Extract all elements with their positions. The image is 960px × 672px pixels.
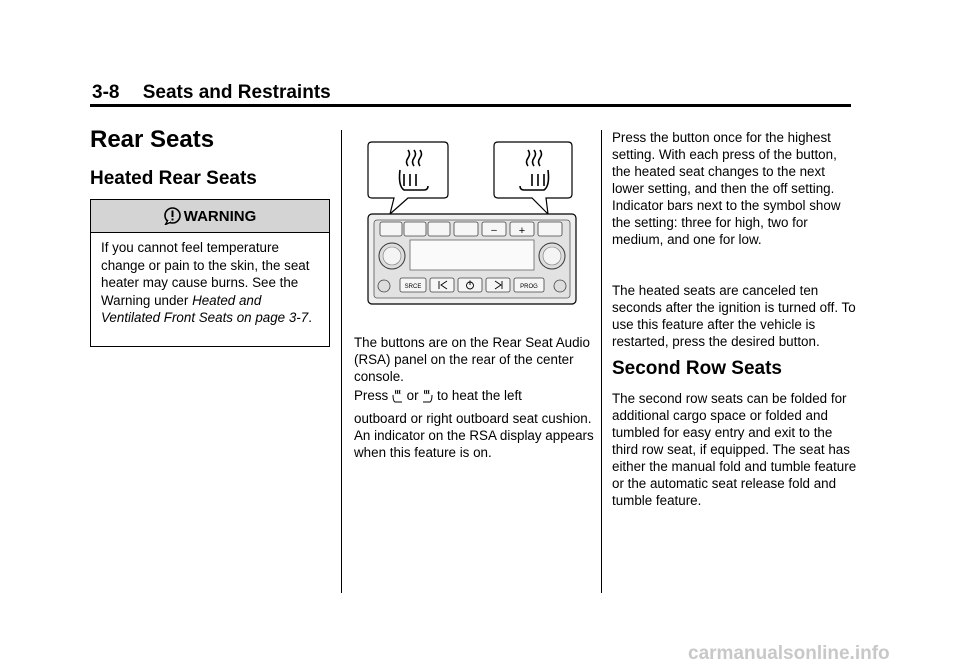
warning-box: [90, 199, 330, 347]
second-row-paragraph: The second row seats can be folded for additional cargo space or folded and tumbled for easy entry and exit to the third row seat, if equipped. The seat has either the manual fold and tumble feature or the automatic seat release fold and tumble feature.: [612, 391, 857, 508]
warning-icon: [164, 207, 181, 225]
page-header: [92, 82, 331, 104]
warning-label: WARNING: [183, 207, 257, 225]
rsa-panel-figure: [364, 138, 580, 308]
page-number: 3-8: [92, 82, 120, 103]
warning-body: If you cannot feel temperature change or pain to the skin, the seat heater may cause burns. See the Warning under: [101, 240, 310, 308]
prog-button-label: PROG: [520, 284, 538, 290]
left-seat-heat-icon: [392, 389, 403, 403]
heat-text: to heat the left: [433, 388, 522, 403]
svg-text:+: +: [518, 225, 526, 237]
right-seat-heat-icon: [422, 389, 433, 403]
press-text: Press: [354, 388, 392, 403]
page-title: Rear Seats: [90, 126, 215, 153]
or-text: or: [402, 388, 423, 403]
srce-button-label: SRCE: [404, 284, 422, 290]
svg-text:–: –: [491, 225, 497, 236]
warning-header: [91, 200, 329, 233]
indicator-paragraph: outboard or right outboard seat cushion. An indicator on the RSA display appears when this feature is on.: [354, 411, 594, 460]
second-row-heading: Second Row Seats: [612, 358, 782, 379]
column-divider: [341, 130, 342, 593]
rsa-panel-paragraph: The buttons are on the Rear Seat Audio (RSA) panel on the rear of the center console.: [354, 335, 590, 384]
section-title: Seats and Restraints: [142, 82, 331, 103]
header-rule: [90, 104, 851, 107]
watermark: carmanualsonline.info: [688, 643, 890, 664]
warning-end: .: [308, 310, 312, 325]
warning-reference[interactable]: Heated and Ventilated Front Seats on page 3-7: [101, 292, 309, 325]
setting-paragraph: Press the button once for the highest setting. With each press of the button, the heated seat changes to the next lower setting, and then the off setting. Indicator bars next to the symbol show the setting: three for high, two for medium, and one for low.: [612, 130, 841, 247]
warning-text: [91, 233, 329, 327]
press-paragraph: [354, 387, 602, 404]
canceled-paragraph: The heated seats are canceled ten seconds after the ignition is turned off. To use this feature after the vehicle is restarted, press the desired button.: [612, 283, 856, 349]
section-heading: Heated Rear Seats: [90, 168, 257, 189]
